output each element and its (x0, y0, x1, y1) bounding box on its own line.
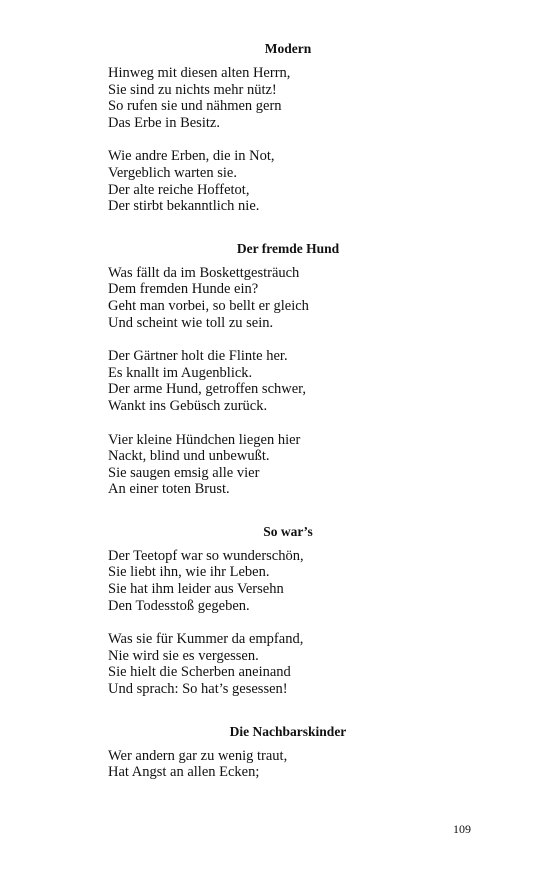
verse-line: Sie sind zu nichts mehr nütz! (108, 81, 277, 98)
stanza (108, 265, 468, 331)
poem-title: Der fremde Hund (236, 240, 340, 256)
verse-line: Der alte reiche Hoffetot, (108, 181, 250, 198)
verse-line: Sie hielt die Scherben aneinand (108, 664, 291, 681)
verse-line: Der stirbt bekanntlich nie. (108, 198, 260, 215)
poem-gap (108, 232, 468, 240)
stanza (108, 65, 468, 131)
verse-line: Hinweg mit diesen alten Herrn, (108, 65, 291, 81)
stanza (108, 432, 468, 498)
verse-line: Dem fremden Hunde ein? (108, 281, 259, 298)
poem (108, 523, 468, 723)
verse-line: Es knallt im Augenblick. (108, 364, 253, 381)
verse-line: Wie andre Erben, die in Not, (108, 148, 275, 165)
stanza (108, 548, 468, 614)
verse-line: So rufen sie und nähmen gern (108, 98, 282, 115)
verse-line: Der arme Hund, getroffen schwer, (108, 381, 307, 398)
verse-line: Der Teetopf war so wunderschön, (108, 547, 304, 564)
poem-title: Die Nachbarskinder (229, 723, 347, 739)
poem-column (108, 40, 468, 798)
poem-gap (108, 515, 468, 523)
poem (108, 723, 468, 781)
poem-gap (108, 715, 468, 723)
stanza (108, 748, 468, 781)
verse-line: Und sprach: So hat’s gesessen! (108, 681, 288, 698)
poem (108, 40, 468, 240)
verse-line: Was fällt da im Boskettgesträuch (108, 264, 300, 281)
verse-line: Nie wird sie es vergessen. (108, 647, 259, 664)
page-number: 109 (453, 822, 471, 836)
poem (108, 240, 468, 523)
verse-line: Sie hat ihm leider aus Versehn (108, 581, 284, 598)
verse-line: Geht man vorbei, so bellt er gleich (108, 297, 309, 314)
verse-line: Was sie für Kummer da empfand, (108, 631, 304, 648)
stanza (108, 348, 468, 414)
verse-line: Der Gärtner holt die Flinte her. (108, 348, 288, 365)
stanza (108, 148, 468, 214)
poem-title: So war’s (263, 523, 313, 539)
verse-line: Vergeblich warten sie. (108, 164, 237, 181)
verse-line: Sie liebt ihn, wie ihr Leben. (108, 564, 270, 581)
verse-line: An einer toten Brust. (108, 481, 230, 498)
stanza (108, 631, 468, 697)
poem-title: Modern (264, 41, 312, 56)
verse-line: Wer andern gar zu wenig traut, (108, 747, 288, 764)
verse-line: Wankt ins Gebüsch zurück. (108, 397, 268, 414)
verse-line: Den Todesstoß gegeben. (108, 597, 250, 614)
verse-line: Das Erbe in Besitz. (108, 114, 220, 131)
verse-line: Hat Angst an allen Ecken; (108, 764, 260, 781)
verse-line: Vier kleine Hündchen liegen hier (108, 431, 301, 448)
verse-line: Nackt, blind und unbewußt. (108, 448, 270, 465)
verse-line: Sie saugen emsig alle vier (108, 464, 260, 481)
verse-line: Und scheint wie toll zu sein. (108, 314, 274, 331)
